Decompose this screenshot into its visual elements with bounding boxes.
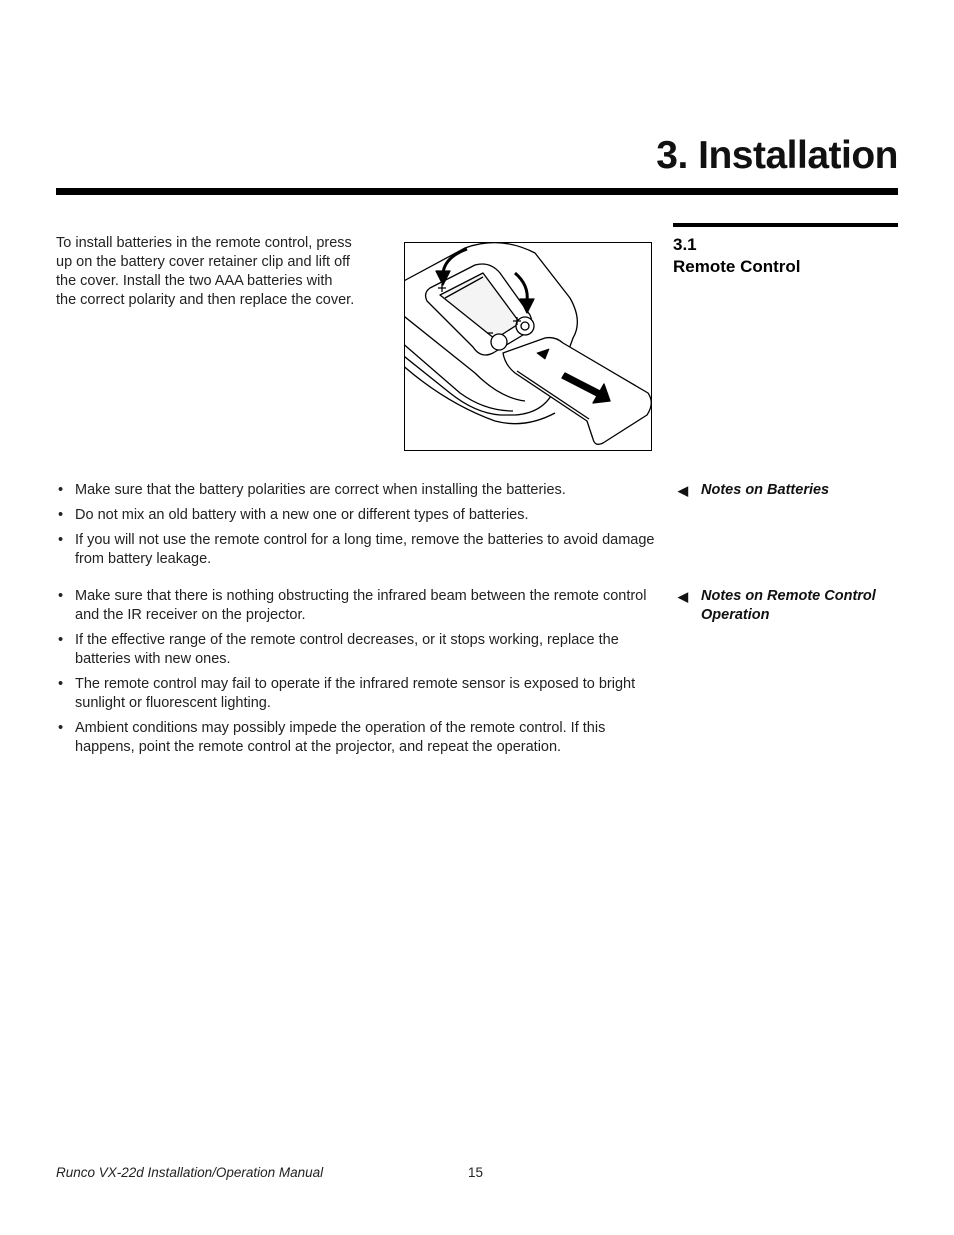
battery-notes-list [56,481,656,575]
list-item [56,587,656,625]
bullet-glyph: • [58,720,64,736]
list-item-text: If you will not use the remote control for a long time, remove the batteries to avoid damage from battery leakage. [75,532,655,567]
bullet-glyph: • [58,588,64,604]
operation-notes-list [56,587,656,763]
footer-manual-title: Runco VX-22d Installation/Operation Manual [56,1165,324,1180]
bullet-glyph: • [58,532,64,548]
section-title: Remote Control [673,257,801,276]
bullet-glyph: • [58,482,64,498]
list-item-text: Ambient conditions may possibly impede the operation of the remote control. If this happens, point the remote control at the projector, and repeat the operation. [75,720,606,755]
list-item-text: The remote control may fail to operate if the infrared remote sensor is exposed to bright sunlight or fluorescent lighting. [75,676,636,711]
intro-paragraph: To install batteries in the remote control, press up on the battery cover retainer clip and lift off the cover. Install the two AAA batteries with the correct polarity and then replace the cover. [56,235,355,308]
list-item [56,675,656,713]
notes-operation-label: Notes on Remote Control Operation [701,588,876,623]
remote-battery-illustration [405,243,651,450]
list-item-text: Make sure that there is nothing obstructing the infrared beam between the remote control and the IR receiver on the projector. [75,588,647,623]
list-item [56,719,656,757]
list-item-text: If the effective range of the remote control decreases, or it stops working, replace the batteries with new ones. [75,632,619,667]
chapter-rule [56,188,898,195]
list-item [56,531,656,569]
bullet-glyph: • [58,676,64,692]
notes-batteries-label: Notes on Batteries [701,482,830,498]
notes-batteries-heading [678,481,898,500]
bullet-glyph: • [58,507,64,523]
section-heading [673,234,801,278]
bullet-glyph: • [58,632,64,648]
chapter-title: 3. Installation [656,134,898,177]
list-item-text: Do not mix an old battery with a new one or different types of batteries. [75,507,529,523]
note-arrow-icon: ◀ [678,483,688,498]
section-rule [673,223,898,227]
battery-install-figure [404,242,652,451]
list-item-text: Make sure that the battery polarities are correct when installing the batteries. [75,482,566,498]
list-item [56,631,656,669]
list-item [56,506,656,525]
list-item [56,481,656,500]
notes-operation-heading [678,587,898,625]
note-arrow-icon: ◀ [678,589,688,604]
page-number: 15 [468,1165,484,1180]
section-number: 3.1 [673,235,697,254]
